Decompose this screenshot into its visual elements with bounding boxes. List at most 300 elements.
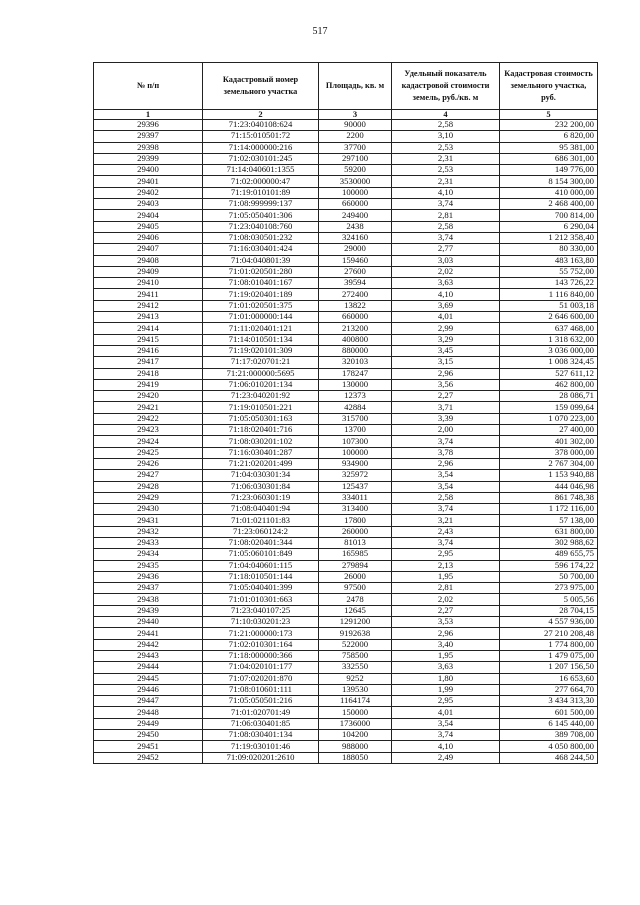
table-row <box>94 673 598 684</box>
area-cell: 297100 <box>319 153 392 164</box>
table-row <box>94 526 598 537</box>
cadastral-number-cell: 71:02:000000:47 <box>203 176 319 187</box>
row-number-cell: 29451 <box>94 741 203 752</box>
specific-value-cell: 3,56 <box>392 379 500 390</box>
row-number-cell: 29444 <box>94 662 203 673</box>
area-cell: 2200 <box>319 131 392 142</box>
area-cell: 139530 <box>319 684 392 695</box>
cadastral-value-cell: 489 655,75 <box>500 549 598 560</box>
cadastral-number-cell: 71:10:030201:23 <box>203 617 319 628</box>
cadastral-number-cell: 71:08:999999:137 <box>203 199 319 210</box>
cadastral-value-cell: 51 003,18 <box>500 300 598 311</box>
cadastral-number-cell: 71:19:020101:309 <box>203 345 319 356</box>
row-number-cell: 29399 <box>94 153 203 164</box>
table-row <box>94 165 598 176</box>
area-cell: 26000 <box>319 571 392 582</box>
row-number-cell: 29439 <box>94 605 203 616</box>
row-number-cell: 29423 <box>94 425 203 436</box>
cadastral-value-cell: 159 099,64 <box>500 402 598 413</box>
table-header-row <box>94 63 598 110</box>
cadastral-value-cell: 55 752,00 <box>500 266 598 277</box>
area-cell: 17800 <box>319 515 392 526</box>
cadastral-value-cell: 80 330,00 <box>500 244 598 255</box>
cadastral-number-cell: 71:01:021101:83 <box>203 515 319 526</box>
cadastral-number-cell: 71:09:020201:2610 <box>203 752 319 763</box>
area-cell: 13822 <box>319 300 392 311</box>
row-number-cell: 29440 <box>94 617 203 628</box>
cadastral-value-cell: 483 163,80 <box>500 255 598 266</box>
row-number-cell: 29443 <box>94 650 203 661</box>
cadastral-value-cell: 232 200,00 <box>500 120 598 131</box>
table-row <box>94 470 598 481</box>
table-row <box>94 210 598 221</box>
cadastral-value-cell: 273 975,00 <box>500 583 598 594</box>
table-row <box>94 413 598 424</box>
specific-value-cell: 3,74 <box>392 537 500 548</box>
cadastral-value-cell: 1 172 116,00 <box>500 504 598 515</box>
area-cell: 9192638 <box>319 628 392 639</box>
specific-value-cell: 2,00 <box>392 425 500 436</box>
table-row <box>94 266 598 277</box>
cadastral-value-cell: 1 479 075,00 <box>500 650 598 661</box>
specific-value-cell: 3,15 <box>392 357 500 368</box>
cadastral-value-cell: 143 726,22 <box>500 278 598 289</box>
specific-value-cell: 2,58 <box>392 221 500 232</box>
cadastral-number-cell: 71:01:000000:144 <box>203 312 319 323</box>
cadastral-value-cell: 28 086,71 <box>500 391 598 402</box>
page-number: 517 <box>312 26 328 37</box>
specific-value-cell: 1,80 <box>392 673 500 684</box>
row-number-cell: 29411 <box>94 289 203 300</box>
cadastral-value-cell: 6 145 440,00 <box>500 718 598 729</box>
cadastral-number-cell: 71:08:030501:232 <box>203 232 319 243</box>
cadastral-value-cell: 57 138,00 <box>500 515 598 526</box>
table-row <box>94 583 598 594</box>
table-row <box>94 232 598 243</box>
specific-value-cell: 2,81 <box>392 210 500 221</box>
cadastral-number-cell: 71:23:060124:2 <box>203 526 319 537</box>
area-cell: 2478 <box>319 594 392 605</box>
table-row <box>94 334 598 345</box>
specific-value-cell: 3,45 <box>392 345 500 356</box>
cadastral-number-cell: 71:05:050401:306 <box>203 210 319 221</box>
specific-value-cell: 3,03 <box>392 255 500 266</box>
table-row <box>94 628 598 639</box>
row-number-cell: 29400 <box>94 165 203 176</box>
area-cell: 97500 <box>319 583 392 594</box>
table-body <box>94 120 598 764</box>
table-row <box>94 492 598 503</box>
specific-value-cell: 2,27 <box>392 391 500 402</box>
row-number-cell: 29414 <box>94 323 203 334</box>
specific-value-cell: 3,39 <box>392 413 500 424</box>
area-cell: 320103 <box>319 357 392 368</box>
specific-value-cell: 3,74 <box>392 504 500 515</box>
specific-value-cell: 3,78 <box>392 447 500 458</box>
row-number-cell: 29437 <box>94 583 203 594</box>
cadastral-value-cell: 1 070 223,00 <box>500 413 598 424</box>
table-row <box>94 605 598 616</box>
table-row <box>94 549 598 560</box>
table-row <box>94 131 598 142</box>
row-number-cell: 29428 <box>94 481 203 492</box>
cadastral-value-cell: 2 767 304,00 <box>500 458 598 469</box>
specific-value-cell: 2,77 <box>392 244 500 255</box>
cadastral-value-cell: 527 611,12 <box>500 368 598 379</box>
row-number-cell: 29427 <box>94 470 203 481</box>
cadastral-value-cell: 1 153 940,88 <box>500 470 598 481</box>
table-row <box>94 730 598 741</box>
table-row <box>94 662 598 673</box>
area-cell: 315700 <box>319 413 392 424</box>
specific-value-cell: 3,54 <box>392 718 500 729</box>
cadastral-value-cell: 378 000,00 <box>500 447 598 458</box>
area-cell: 934900 <box>319 458 392 469</box>
cadastral-value-cell: 1 207 156,50 <box>500 662 598 673</box>
area-cell: 81013 <box>319 537 392 548</box>
specific-value-cell: 3,71 <box>392 402 500 413</box>
specific-value-cell: 2,02 <box>392 266 500 277</box>
cadastral-number-cell: 71:19:010501:221 <box>203 402 319 413</box>
table-row <box>94 515 598 526</box>
area-cell: 758500 <box>319 650 392 661</box>
specific-value-cell: 3,54 <box>392 470 500 481</box>
area-cell: 104200 <box>319 730 392 741</box>
area-cell: 249400 <box>319 210 392 221</box>
area-cell: 272400 <box>319 289 392 300</box>
table-row <box>94 221 598 232</box>
row-number-cell: 29442 <box>94 639 203 650</box>
cadastral-value-cell: 1 318 632,00 <box>500 334 598 345</box>
cadastral-value-cell: 444 046,98 <box>500 481 598 492</box>
area-cell: 334011 <box>319 492 392 503</box>
row-number-cell: 29452 <box>94 752 203 763</box>
cadastral-number-cell: 71:02:010301:164 <box>203 639 319 650</box>
area-cell: 324160 <box>319 232 392 243</box>
specific-value-cell: 4,10 <box>392 187 500 198</box>
table-row <box>94 718 598 729</box>
area-cell: 2438 <box>319 221 392 232</box>
specific-value-cell: 2,81 <box>392 583 500 594</box>
cadastral-number-cell: 71:11:020401:121 <box>203 323 319 334</box>
header-specific-value: Удельный показатель кадастровой стоимости земель, руб./кв. м <box>392 63 500 110</box>
cadastral-value-cell: 637 468,00 <box>500 323 598 334</box>
cadastral-value-cell: 389 708,00 <box>500 730 598 741</box>
cadastral-number-cell: 71:23:040108:624 <box>203 120 319 131</box>
specific-value-cell: 2,02 <box>392 594 500 605</box>
area-cell: 150000 <box>319 707 392 718</box>
area-cell: 27600 <box>319 266 392 277</box>
row-number-cell: 29424 <box>94 436 203 447</box>
row-number-cell: 29422 <box>94 413 203 424</box>
row-number-cell: 29416 <box>94 345 203 356</box>
area-cell: 100000 <box>319 447 392 458</box>
row-number-cell: 29415 <box>94 334 203 345</box>
table-row <box>94 684 598 695</box>
table-row <box>94 560 598 571</box>
area-cell: 1736000 <box>319 718 392 729</box>
cadastral-value-cell: 861 748,38 <box>500 492 598 503</box>
cadastral-value-cell: 1 116 840,00 <box>500 289 598 300</box>
cadastral-value-cell: 1 008 324,45 <box>500 357 598 368</box>
cadastral-number-cell: 71:05:050301:163 <box>203 413 319 424</box>
specific-value-cell: 3,74 <box>392 436 500 447</box>
row-number-cell: 29398 <box>94 142 203 153</box>
row-number-cell: 29420 <box>94 391 203 402</box>
table-row <box>94 696 598 707</box>
cadastral-number-cell: 71:23:040107:25 <box>203 605 319 616</box>
area-cell: 159460 <box>319 255 392 266</box>
area-cell: 279894 <box>319 560 392 571</box>
area-cell: 880000 <box>319 345 392 356</box>
area-cell: 107300 <box>319 436 392 447</box>
cadastral-value-cell: 700 814,00 <box>500 210 598 221</box>
table-row <box>94 176 598 187</box>
row-number-cell: 29438 <box>94 594 203 605</box>
area-cell: 130000 <box>319 379 392 390</box>
row-number-cell: 29405 <box>94 221 203 232</box>
cadastral-value-cell: 28 704,15 <box>500 605 598 616</box>
row-number-cell: 29448 <box>94 707 203 718</box>
cadastral-number-cell: 71:06:030301:84 <box>203 481 319 492</box>
row-number-cell: 29403 <box>94 199 203 210</box>
area-cell: 188050 <box>319 752 392 763</box>
specific-value-cell: 3,29 <box>392 334 500 345</box>
cadastral-value-cell: 462 800,00 <box>500 379 598 390</box>
cadastral-value-cell: 50 700,00 <box>500 571 598 582</box>
cadastral-value-cell: 401 302,00 <box>500 436 598 447</box>
row-number-cell: 29434 <box>94 549 203 560</box>
cadastral-value-cell: 16 653,60 <box>500 673 598 684</box>
area-cell: 325972 <box>319 470 392 481</box>
cadastral-value-cell: 601 500,00 <box>500 707 598 718</box>
row-number-cell: 29396 <box>94 120 203 131</box>
table-row <box>94 278 598 289</box>
table-row <box>94 752 598 763</box>
table-row <box>94 323 598 334</box>
table-row <box>94 244 598 255</box>
area-cell: 42884 <box>319 402 392 413</box>
table-row <box>94 458 598 469</box>
column-number: 1 <box>94 110 203 120</box>
cadastral-number-cell: 71:23:040108:760 <box>203 221 319 232</box>
area-cell: 3530000 <box>319 176 392 187</box>
specific-value-cell: 2,31 <box>392 176 500 187</box>
cadastral-number-cell: 71:16:030401:424 <box>203 244 319 255</box>
cadastral-value-cell: 468 244,50 <box>500 752 598 763</box>
row-number-cell: 29435 <box>94 560 203 571</box>
cadastral-number-cell: 71:07:020201:870 <box>203 673 319 684</box>
area-cell: 1291200 <box>319 617 392 628</box>
specific-value-cell: 3,21 <box>392 515 500 526</box>
cadastral-number-cell: 71:04:040801:39 <box>203 255 319 266</box>
cadastral-value-cell: 4 050 800,00 <box>500 741 598 752</box>
area-cell: 12373 <box>319 391 392 402</box>
cadastral-number-cell: 71:01:020501:375 <box>203 300 319 311</box>
cadastral-number-cell: 71:01:020501:280 <box>203 266 319 277</box>
area-cell: 165985 <box>319 549 392 560</box>
header-row-number: № п/п <box>94 63 203 110</box>
row-number-cell: 29417 <box>94 357 203 368</box>
table-row <box>94 650 598 661</box>
row-number-cell: 29429 <box>94 492 203 503</box>
row-number-cell: 29426 <box>94 458 203 469</box>
cadastral-number-cell: 71:04:040601:115 <box>203 560 319 571</box>
cadastral-number-cell: 71:14:040601:1355 <box>203 165 319 176</box>
cadastral-value-cell: 1 212 358,40 <box>500 232 598 243</box>
cadastral-value-cell: 277 664,70 <box>500 684 598 695</box>
specific-value-cell: 2,96 <box>392 458 500 469</box>
specific-value-cell: 3,63 <box>392 278 500 289</box>
area-cell: 90000 <box>319 120 392 131</box>
cadastral-number-cell: 71:01:010301:663 <box>203 594 319 605</box>
area-cell: 660000 <box>319 199 392 210</box>
table-row <box>94 425 598 436</box>
table-row <box>94 481 598 492</box>
specific-value-cell: 2,95 <box>392 549 500 560</box>
row-number-cell: 29418 <box>94 368 203 379</box>
area-cell: 37700 <box>319 142 392 153</box>
cadastral-value-cell: 302 988,62 <box>500 537 598 548</box>
cadastral-number-cell: 71:19:020401:189 <box>203 289 319 300</box>
area-cell: 13700 <box>319 425 392 436</box>
table-row <box>94 153 598 164</box>
area-cell: 9252 <box>319 673 392 684</box>
cadastral-number-cell: 71:08:020401:344 <box>203 537 319 548</box>
cadastral-value-cell: 27 400,00 <box>500 425 598 436</box>
cadastral-number-cell: 71:08:030401:134 <box>203 730 319 741</box>
specific-value-cell: 2,49 <box>392 752 500 763</box>
cadastral-value-cell: 596 174,22 <box>500 560 598 571</box>
row-number-cell: 29419 <box>94 379 203 390</box>
cadastral-number-cell: 71:14:000000:216 <box>203 142 319 153</box>
cadastral-number-cell: 71:21:020201:499 <box>203 458 319 469</box>
cadastral-number-cell: 71:08:040401:94 <box>203 504 319 515</box>
table-row <box>94 289 598 300</box>
table-row <box>94 300 598 311</box>
specific-value-cell: 1,95 <box>392 650 500 661</box>
cadastral-value-cell: 5 005,56 <box>500 594 598 605</box>
specific-value-cell: 3,74 <box>392 199 500 210</box>
cadastral-value-cell: 3 036 000,00 <box>500 345 598 356</box>
cadastral-number-cell: 71:23:040201:92 <box>203 391 319 402</box>
row-number-cell: 29425 <box>94 447 203 458</box>
specific-value-cell: 2,31 <box>392 153 500 164</box>
table-row <box>94 617 598 628</box>
table-row <box>94 639 598 650</box>
table-row <box>94 357 598 368</box>
area-cell: 1164174 <box>319 696 392 707</box>
row-number-cell: 29446 <box>94 684 203 695</box>
cadastral-number-cell: 71:06:030401:85 <box>203 718 319 729</box>
table-row <box>94 379 598 390</box>
area-cell: 313400 <box>319 504 392 515</box>
specific-value-cell: 2,53 <box>392 142 500 153</box>
cadastral-number-cell: 71:23:060301:19 <box>203 492 319 503</box>
row-number-cell: 29397 <box>94 131 203 142</box>
specific-value-cell: 1,99 <box>392 684 500 695</box>
table-row <box>94 571 598 582</box>
cadastral-number-cell: 71:19:030101:46 <box>203 741 319 752</box>
area-cell: 213200 <box>319 323 392 334</box>
cadastral-value-cell: 3 434 313,30 <box>500 696 598 707</box>
area-cell: 59200 <box>319 165 392 176</box>
table-row <box>94 199 598 210</box>
specific-value-cell: 3,10 <box>392 131 500 142</box>
specific-value-cell: 2,99 <box>392 323 500 334</box>
row-number-cell: 29408 <box>94 255 203 266</box>
specific-value-cell: 2,96 <box>392 368 500 379</box>
cadastral-value-cell: 6 820,00 <box>500 131 598 142</box>
row-number-cell: 29432 <box>94 526 203 537</box>
table-row <box>94 537 598 548</box>
table-row <box>94 368 598 379</box>
specific-value-cell: 3,40 <box>392 639 500 650</box>
cadastral-value-cell: 149 776,00 <box>500 165 598 176</box>
cadastral-number-cell: 71:21:000000:5695 <box>203 368 319 379</box>
table-row <box>94 504 598 515</box>
cadastral-number-cell: 71:19:010101:89 <box>203 187 319 198</box>
area-cell: 260000 <box>319 526 392 537</box>
specific-value-cell: 2,27 <box>392 605 500 616</box>
row-number-cell: 29450 <box>94 730 203 741</box>
row-number-cell: 29441 <box>94 628 203 639</box>
cadastral-value-cell: 2 468 400,00 <box>500 199 598 210</box>
cadastral-number-cell: 71:06:010201:134 <box>203 379 319 390</box>
cadastral-number-cell: 71:17:020701:21 <box>203 357 319 368</box>
cadastral-value-cell: 6 290,04 <box>500 221 598 232</box>
row-number-cell: 29404 <box>94 210 203 221</box>
table-row <box>94 142 598 153</box>
area-cell: 988000 <box>319 741 392 752</box>
column-number: 2 <box>203 110 319 120</box>
row-number-cell: 29402 <box>94 187 203 198</box>
header-cadastral-value: Кадастровая стоимость земельного участка, руб. <box>500 63 598 110</box>
area-cell: 125437 <box>319 481 392 492</box>
row-number-cell: 29413 <box>94 312 203 323</box>
cadastral-number-cell: 71:08:010601:111 <box>203 684 319 695</box>
row-number-cell: 29412 <box>94 300 203 311</box>
table-row <box>94 436 598 447</box>
area-cell: 522000 <box>319 639 392 650</box>
specific-value-cell: 2,58 <box>392 120 500 131</box>
cadastral-value-cell: 4 557 936,00 <box>500 617 598 628</box>
cadastral-number-cell: 71:05:060101:849 <box>203 549 319 560</box>
table-row <box>94 391 598 402</box>
column-number: 5 <box>500 110 598 120</box>
row-number-cell: 29436 <box>94 571 203 582</box>
specific-value-cell: 3,74 <box>392 232 500 243</box>
cadastral-number-cell: 71:02:030101:245 <box>203 153 319 164</box>
row-number-cell: 29449 <box>94 718 203 729</box>
specific-value-cell: 4,01 <box>392 312 500 323</box>
cadastral-number-cell: 71:18:000000:366 <box>203 650 319 661</box>
specific-value-cell: 2,96 <box>392 628 500 639</box>
cadastral-number-cell: 71:08:010401:167 <box>203 278 319 289</box>
cadastral-number-cell: 71:08:030201:102 <box>203 436 319 447</box>
table-row <box>94 594 598 605</box>
specific-value-cell: 3,69 <box>392 300 500 311</box>
row-number-cell: 29431 <box>94 515 203 526</box>
cadastral-number-cell: 71:04:030301:34 <box>203 470 319 481</box>
cadastral-value-cell: 631 800,00 <box>500 526 598 537</box>
row-number-cell: 29406 <box>94 232 203 243</box>
column-number: 4 <box>392 110 500 120</box>
table-row <box>94 345 598 356</box>
column-numbers-row <box>94 110 598 120</box>
cadastral-number-cell: 71:16:030401:287 <box>203 447 319 458</box>
specific-value-cell: 4,01 <box>392 707 500 718</box>
